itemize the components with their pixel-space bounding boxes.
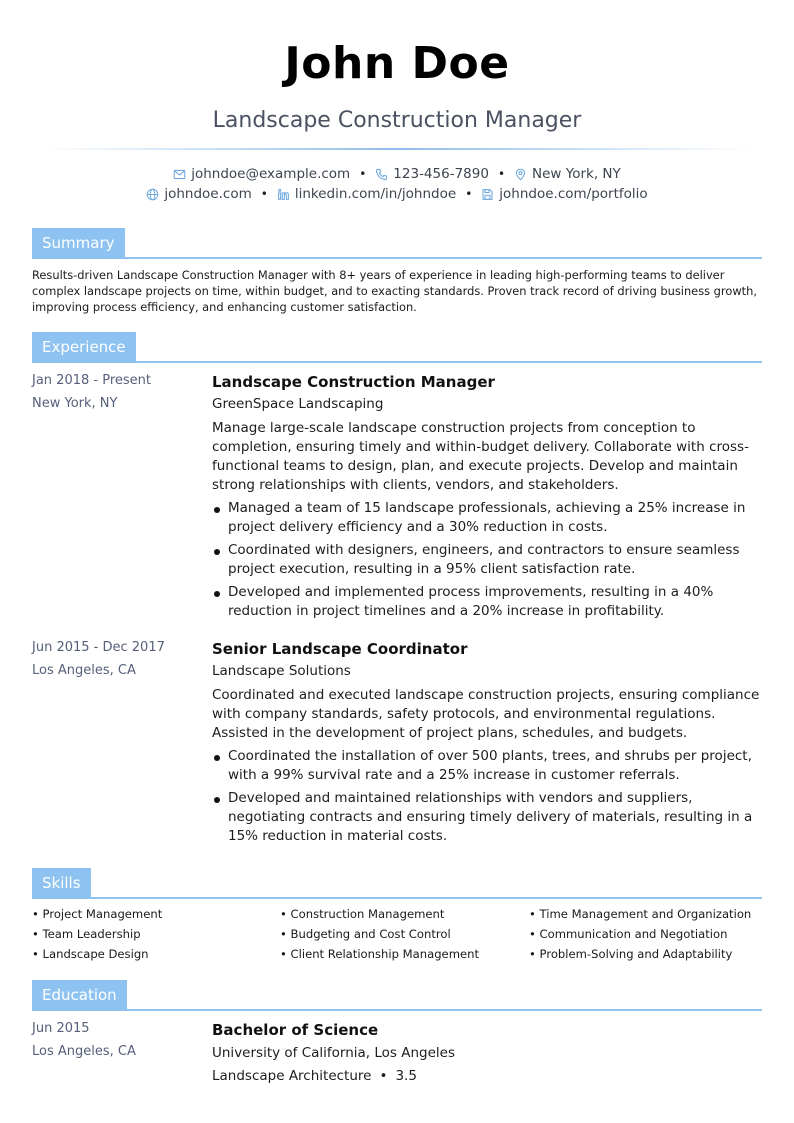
summary-text: Results-driven Landscape Construction Manager with 8+ years of experience in leading high-performing teams to deliver complex landscape projects on time, within budget, and to exacting standards. Proven track record of driving business growth, improving process efficiency, and enhancing customer satisfaction. (32, 268, 757, 314)
skill-item (529, 947, 774, 967)
contact-separator: • (497, 167, 506, 181)
skill-bullet: • (280, 947, 287, 961)
education-school: University of California, Los Angeles (212, 1045, 456, 1061)
experience-title: Senior Landscape Coordinator (212, 640, 468, 658)
skill-item (280, 907, 525, 927)
candidate-title: Landscape Construction Manager (212, 108, 582, 133)
experience-description: Coordinated and executed landscape construction projects, ensuring compliance with company standards, safety protocols, and environmental regulations. Assisted in the development of project plans, schedules, and budgets. (212, 687, 760, 741)
experience-description: Manage large-scale landscape construction projects from conception to completion, ensuring timely and within-budget delivery. Collaborate with cross-functional teams to design, plan, and execute projects. Develop and maintain strong relationships with clients, vendors, and stakeholders. (212, 420, 749, 493)
skill-label: Landscape Design (42, 947, 149, 961)
section-title: Skills (32, 868, 91, 898)
section-title: Experience (32, 332, 136, 362)
education-degree: Bachelor of Science (212, 1021, 379, 1039)
education-section-header (32, 980, 762, 1012)
list-item: Developed and implemented process improvements, resulting in a 40% reduction in project timelines and a 20% increase in profitability. (212, 583, 762, 621)
contact-location-text: New York, NY (532, 166, 621, 182)
skill-bullet: • (280, 907, 287, 921)
contact-website[interactable] (146, 186, 251, 202)
contact-separator: • (260, 187, 268, 201)
contact-linkedin-text: linkedin.com/in/johndoe (294, 186, 457, 202)
skill-item (32, 907, 277, 927)
skill-label: Team Leadership (42, 927, 141, 941)
experience-company: GreenSpace Landscaping (212, 396, 384, 412)
experience-details (212, 640, 762, 850)
summary-section-header (32, 228, 762, 260)
map-pin-icon (514, 168, 527, 181)
skill-label: Problem-Solving and Adaptability (539, 947, 733, 961)
experience-bullets (212, 499, 762, 621)
contact-location (514, 166, 621, 182)
experience-meta (32, 373, 207, 419)
section-rule (32, 361, 762, 363)
globe-icon (146, 188, 159, 201)
experience-title: Landscape Construction Manager (212, 373, 495, 391)
section-title: Education (32, 980, 127, 1010)
contact-portfolio-text: johndoe.com/portfolio (499, 186, 648, 202)
skill-bullet: • (529, 947, 536, 961)
list-item: Managed a team of 15 landscape professionals, achieving a 25% increase in project delivery efficiency and a 30% reduction in costs. (212, 499, 762, 537)
contact-email[interactable] (173, 166, 350, 182)
contact-email-text: johndoe@example.com (191, 166, 351, 182)
skill-item (32, 947, 277, 967)
experience-section-header (32, 332, 762, 364)
education-gpa: 3.5 (395, 1068, 417, 1084)
skills-section-header (32, 868, 762, 900)
skill-label: Budgeting and Cost Control (290, 927, 451, 941)
education-field: Landscape Architecture (212, 1068, 372, 1084)
contact-portfolio[interactable] (481, 186, 647, 202)
experience-dates: Jun 2015 - Dec 2017 (32, 640, 165, 655)
skill-bullet: • (32, 907, 39, 921)
portfolio-icon (481, 188, 494, 201)
contact-linkedin[interactable] (277, 186, 456, 202)
skill-item (32, 927, 277, 947)
phone-icon (375, 168, 388, 181)
experience-meta (32, 640, 207, 686)
skill-item (529, 927, 774, 947)
contact-row-primary (0, 166, 794, 182)
contact-phone[interactable] (375, 166, 489, 182)
skill-bullet: • (280, 927, 287, 941)
education-meta (32, 1021, 136, 1067)
skills-column (280, 907, 525, 967)
section-title: Summary (32, 228, 125, 258)
education-field-line (212, 1068, 762, 1084)
mail-icon (173, 168, 186, 181)
experience-details (212, 373, 762, 625)
contact-separator: • (465, 187, 473, 201)
linkedin-icon (277, 188, 290, 201)
skill-item (280, 927, 525, 947)
contact-separator: • (359, 167, 367, 181)
contact-phone-text: 123-456-7890 (393, 166, 489, 182)
experience-location: Los Angeles, CA (32, 663, 136, 678)
list-item: Coordinated with designers, engineers, and contractors to ensure seamless project execution, resulting in a 95% client satisfaction rate. (212, 541, 762, 579)
experience-company: Landscape Solutions (212, 663, 351, 679)
skills-column (32, 907, 277, 967)
education-location: Los Angeles, CA (32, 1044, 136, 1059)
contact-website-text: johndoe.com (164, 186, 252, 202)
experience-location: New York, NY (32, 396, 118, 411)
skill-bullet: • (32, 947, 39, 961)
section-rule (32, 257, 762, 259)
skill-label: Construction Management (290, 907, 445, 921)
skill-bullet: • (32, 927, 39, 941)
experience-bullets (212, 747, 762, 846)
skill-bullet: • (529, 927, 536, 941)
skill-item (529, 907, 774, 927)
skill-label: Project Management (42, 907, 163, 921)
contact-row-links (0, 186, 794, 202)
section-rule (32, 1009, 762, 1011)
skill-label: Time Management and Organization (539, 907, 752, 921)
education-details (212, 1021, 762, 1084)
list-item: Developed and maintained relationships with vendors and suppliers, negotiating contracts and ensuring timely delivery of materials, resulting in a 15% reduction in material costs. (212, 789, 762, 846)
candidate-name: John Doe (284, 38, 510, 89)
header-divider (40, 148, 754, 150)
experience-dates: Jan 2018 - Present (32, 373, 151, 388)
section-rule (32, 897, 762, 899)
list-item: Coordinated the installation of over 500 plants, trees, and shrubs per project, with a 99% survival rate and a 25% increase in customer referrals. (212, 747, 762, 785)
skill-bullet: • (529, 907, 536, 921)
skill-label: Client Relationship Management (290, 947, 480, 961)
skill-item (280, 947, 525, 967)
skill-label: Communication and Negotiation (539, 927, 728, 941)
skills-column (529, 907, 774, 967)
education-separator: • (379, 1068, 388, 1084)
education-date: Jun 2015 (32, 1021, 90, 1036)
